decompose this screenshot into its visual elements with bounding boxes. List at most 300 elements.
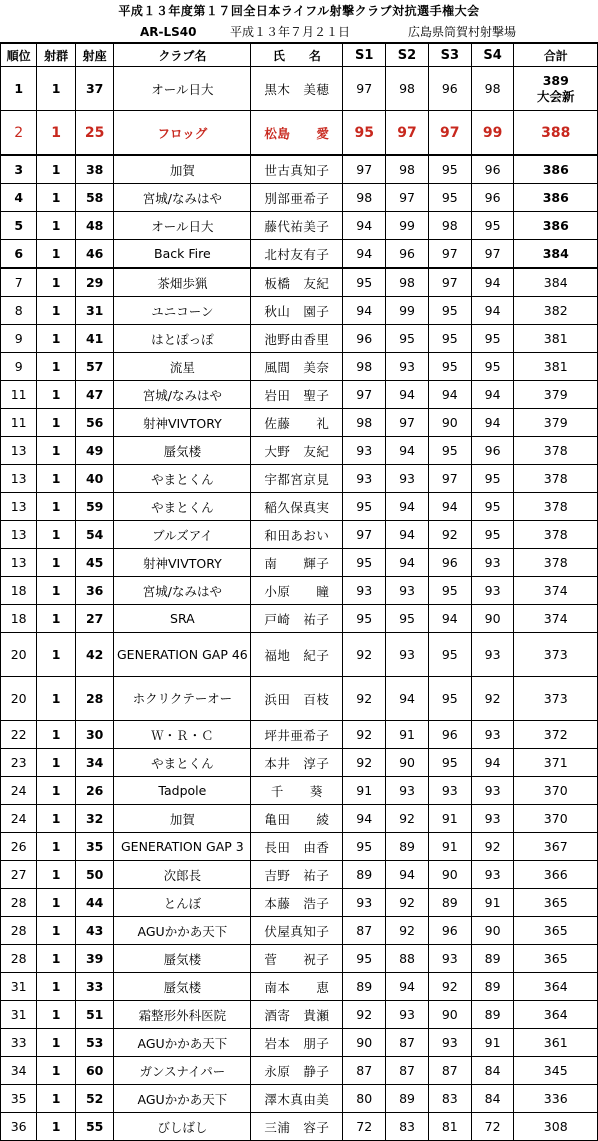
s1-cell: 97 [343, 381, 386, 409]
rank-cell: 8 [1, 297, 37, 325]
s4-cell: 93 [471, 721, 514, 749]
event-info [0, 22, 598, 42]
total-value: 370 [543, 782, 568, 798]
s1-cell: 95 [343, 268, 386, 297]
seat-cell: 59 [75, 493, 114, 521]
club-cell: AGUかかあ天下 [114, 1085, 251, 1113]
seat-cell: 49 [75, 437, 114, 465]
seat-cell: 48 [75, 212, 114, 240]
total-cell [514, 633, 598, 677]
s2-cell: 94 [386, 521, 429, 549]
s1-cell: 87 [343, 1057, 386, 1085]
s4-cell: 94 [471, 268, 514, 297]
total-cell [514, 833, 598, 861]
total-cell [514, 973, 598, 1001]
s3-cell: 94 [428, 381, 471, 409]
s4-cell: 90 [471, 605, 514, 633]
total-value: 378 [543, 470, 568, 486]
seat-cell: 47 [75, 381, 114, 409]
s3-cell: 97 [428, 111, 471, 156]
club-cell: ユニコーン [114, 297, 251, 325]
s4-cell: 93 [471, 549, 514, 577]
name-cell: 戸崎 祐子 [251, 605, 343, 633]
s1-cell: 98 [343, 353, 386, 381]
s3-cell: 90 [428, 409, 471, 437]
club-cell: 加賀 [114, 155, 251, 184]
s2-cell: 92 [386, 917, 429, 945]
group-cell: 1 [37, 268, 76, 297]
table-row [1, 777, 598, 805]
s3-cell: 98 [428, 212, 471, 240]
seat-cell: 33 [75, 973, 114, 1001]
club-cell: 宮城/なみはや [114, 381, 251, 409]
rank-cell: 24 [1, 777, 37, 805]
table-row [1, 749, 598, 777]
table-row [1, 833, 598, 861]
table-row [1, 1057, 598, 1085]
seat-cell: 26 [75, 777, 114, 805]
rank-cell: 5 [1, 212, 37, 240]
total-value: 366 [543, 866, 568, 882]
s1-cell: 95 [343, 945, 386, 973]
s1-cell: 92 [343, 749, 386, 777]
group-cell: 1 [37, 889, 76, 917]
name-cell: 吉野 祐子 [251, 861, 343, 889]
table-row [1, 212, 598, 240]
event-date: 平成１３年７月２１日 [230, 25, 351, 39]
group-cell: 1 [37, 1029, 76, 1057]
seat-cell: 42 [75, 633, 114, 677]
rank-cell: 22 [1, 721, 37, 749]
seat-cell: 40 [75, 465, 114, 493]
seat-cell: 30 [75, 721, 114, 749]
table-row [1, 240, 598, 269]
s1-cell: 92 [343, 721, 386, 749]
table-row [1, 721, 598, 749]
table-row [1, 325, 598, 353]
rank-cell: 13 [1, 437, 37, 465]
s3-cell: 93 [428, 945, 471, 973]
seat-cell: 41 [75, 325, 114, 353]
total-value: 386 [542, 217, 569, 233]
group-cell: 1 [37, 1113, 76, 1141]
s3-cell: 90 [428, 1001, 471, 1029]
club-cell: フロッグ [114, 111, 251, 156]
s3-cell: 97 [428, 240, 471, 269]
s1-cell: 72 [343, 1113, 386, 1141]
group-cell: 1 [37, 577, 76, 605]
club-cell: はとぽっぽ [114, 325, 251, 353]
total-value: 384 [543, 274, 568, 290]
seat-cell: 52 [75, 1085, 114, 1113]
s3-cell: 93 [428, 1029, 471, 1057]
s3-cell: 97 [428, 465, 471, 493]
s1-cell: 95 [343, 833, 386, 861]
s4-cell: 91 [471, 1029, 514, 1057]
rank-cell: 2 [1, 111, 37, 156]
total-cell [514, 111, 598, 156]
seat-cell: 44 [75, 889, 114, 917]
group-cell: 1 [37, 297, 76, 325]
name-cell: 別部亜希子 [251, 184, 343, 212]
header-row [1, 43, 598, 67]
table-body [1, 67, 598, 1141]
s4-cell: 96 [471, 437, 514, 465]
s2-cell: 98 [386, 67, 429, 111]
s3-cell: 81 [428, 1113, 471, 1141]
total-cell [514, 297, 598, 325]
s2-cell: 98 [386, 268, 429, 297]
total-value: 382 [543, 302, 568, 318]
s1-cell: 90 [343, 1029, 386, 1057]
s3-cell: 93 [428, 777, 471, 805]
club-cell: 茶畑歩猟 [114, 268, 251, 297]
total-cell [514, 381, 598, 409]
s1-cell: 97 [343, 67, 386, 111]
club-cell: やまとくん [114, 493, 251, 521]
s1-cell: 98 [343, 409, 386, 437]
s3-cell: 92 [428, 521, 471, 549]
s2-cell: 95 [386, 325, 429, 353]
total-value: 386 [542, 189, 569, 205]
name-cell: 池野由香里 [251, 325, 343, 353]
s1-cell: 94 [343, 212, 386, 240]
name-cell: 永原 静子 [251, 1057, 343, 1085]
rank-cell: 28 [1, 917, 37, 945]
record-note: 大会新 [536, 88, 575, 104]
name-cell: 秋山 園子 [251, 297, 343, 325]
s3-cell: 94 [428, 493, 471, 521]
total-cell [514, 917, 598, 945]
s4-cell: 72 [471, 1113, 514, 1141]
club-cell: GENERATION GAP 3 [114, 833, 251, 861]
s4-cell: 92 [471, 677, 514, 721]
name-cell: 大野 友紀 [251, 437, 343, 465]
rank-cell: 13 [1, 465, 37, 493]
seat-cell: 51 [75, 1001, 114, 1029]
s4-cell: 96 [471, 184, 514, 212]
seat-cell: 60 [75, 1057, 114, 1085]
s1-cell: 93 [343, 577, 386, 605]
s4-cell: 97 [471, 240, 514, 269]
event-venue: 広島県筒賀村射撃場 [408, 25, 517, 39]
table-row [1, 917, 598, 945]
seat-cell: 56 [75, 409, 114, 437]
group-cell: 1 [37, 917, 76, 945]
s3-cell: 97 [428, 268, 471, 297]
header-name: 氏 名 [251, 43, 343, 67]
total-value: 379 [543, 414, 568, 430]
name-cell: 菅 祝子 [251, 945, 343, 973]
total-value: 370 [543, 810, 568, 826]
total-cell [514, 945, 598, 973]
total-cell [514, 677, 598, 721]
seat-cell: 55 [75, 1113, 114, 1141]
total-value: 373 [543, 690, 568, 706]
s2-cell: 93 [386, 577, 429, 605]
total-value: 361 [543, 1034, 568, 1050]
total-value: 345 [543, 1062, 568, 1078]
total-value: 378 [543, 498, 568, 514]
header-s3: S3 [428, 43, 471, 67]
s4-cell: 96 [471, 155, 514, 184]
group-cell: 1 [37, 805, 76, 833]
total-cell [514, 721, 598, 749]
s4-cell: 94 [471, 297, 514, 325]
total-value: 374 [543, 610, 568, 626]
name-cell: 南 輝子 [251, 549, 343, 577]
rank-cell: 1 [1, 67, 37, 111]
seat-cell: 39 [75, 945, 114, 973]
club-cell: やまとくん [114, 465, 251, 493]
s1-cell: 97 [343, 155, 386, 184]
header-s1: S1 [343, 43, 386, 67]
name-cell: 浜田 百枝 [251, 677, 343, 721]
header-seat: 射座 [75, 43, 114, 67]
rank-cell: 18 [1, 577, 37, 605]
s4-cell: 93 [471, 577, 514, 605]
total-cell [514, 493, 598, 521]
s4-cell: 89 [471, 973, 514, 1001]
s2-cell: 91 [386, 721, 429, 749]
s4-cell: 94 [471, 409, 514, 437]
club-cell: Back Fire [114, 240, 251, 269]
total-value: 365 [543, 894, 568, 910]
group-cell: 1 [37, 493, 76, 521]
total-value: 336 [543, 1090, 568, 1106]
s1-cell: 92 [343, 1001, 386, 1029]
total-value: 388 [541, 124, 571, 141]
total-value: 364 [543, 1006, 568, 1022]
seat-cell: 36 [75, 577, 114, 605]
rank-cell: 20 [1, 677, 37, 721]
s3-cell: 95 [428, 577, 471, 605]
s4-cell: 95 [471, 521, 514, 549]
group-cell: 1 [37, 353, 76, 381]
total-cell [514, 577, 598, 605]
seat-cell: 27 [75, 605, 114, 633]
table-row [1, 268, 598, 297]
s3-cell: 95 [428, 325, 471, 353]
s3-cell: 91 [428, 805, 471, 833]
total-value: 381 [543, 330, 568, 346]
group-cell: 1 [37, 437, 76, 465]
club-cell: びしばし [114, 1113, 251, 1141]
group-cell: 1 [37, 184, 76, 212]
seat-cell: 43 [75, 917, 114, 945]
group-cell: 1 [37, 111, 76, 156]
group-cell: 1 [37, 721, 76, 749]
group-cell: 1 [37, 521, 76, 549]
total-cell [514, 1057, 598, 1085]
s3-cell: 95 [428, 297, 471, 325]
total-cell [514, 325, 598, 353]
table-row [1, 1085, 598, 1113]
s2-cell: 94 [386, 861, 429, 889]
group-cell: 1 [37, 67, 76, 111]
group-cell: 1 [37, 605, 76, 633]
total-cell [514, 465, 598, 493]
name-cell: 南本 恵 [251, 973, 343, 1001]
total-cell [514, 353, 598, 381]
club-cell: 宮城/なみはや [114, 184, 251, 212]
rank-cell: 26 [1, 833, 37, 861]
total-value: 381 [543, 358, 568, 374]
name-cell: 松島 愛 [251, 111, 343, 156]
s3-cell: 96 [428, 67, 471, 111]
total-cell [514, 212, 598, 240]
name-cell: 本藤 浩子 [251, 889, 343, 917]
s1-cell: 91 [343, 777, 386, 805]
table-row [1, 155, 598, 184]
s2-cell: 89 [386, 1085, 429, 1113]
total-value: 384 [542, 245, 569, 261]
s2-cell: 95 [386, 605, 429, 633]
s1-cell: 92 [343, 677, 386, 721]
seat-cell: 38 [75, 155, 114, 184]
total-cell [514, 184, 598, 212]
s3-cell: 87 [428, 1057, 471, 1085]
rank-cell: 20 [1, 633, 37, 677]
s2-cell: 94 [386, 549, 429, 577]
seat-cell: 46 [75, 240, 114, 269]
club-cell: 次郎長 [114, 861, 251, 889]
rank-cell: 28 [1, 889, 37, 917]
rank-cell: 24 [1, 805, 37, 833]
total-cell [514, 521, 598, 549]
s1-cell: 94 [343, 805, 386, 833]
rank-cell: 11 [1, 381, 37, 409]
table-row [1, 1001, 598, 1029]
total-cell [514, 1113, 598, 1141]
seat-cell: 32 [75, 805, 114, 833]
group-cell: 1 [37, 1085, 76, 1113]
rank-cell: 33 [1, 1029, 37, 1057]
rank-cell: 9 [1, 325, 37, 353]
total-cell [514, 409, 598, 437]
s2-cell: 94 [386, 973, 429, 1001]
total-cell [514, 1029, 598, 1057]
total-value: 378 [543, 554, 568, 570]
name-cell: 岩本 朋子 [251, 1029, 343, 1057]
rank-cell: 7 [1, 268, 37, 297]
s4-cell: 94 [471, 381, 514, 409]
s3-cell: 92 [428, 973, 471, 1001]
club-cell: 蜃気楼 [114, 437, 251, 465]
s4-cell: 98 [471, 67, 514, 111]
seat-cell: 50 [75, 861, 114, 889]
s3-cell: 95 [428, 437, 471, 465]
s3-cell: 95 [428, 633, 471, 677]
rank-cell: 11 [1, 409, 37, 437]
group-cell: 1 [37, 409, 76, 437]
table-row [1, 297, 598, 325]
club-cell: ガンスナイパー [114, 1057, 251, 1085]
table-header [1, 43, 598, 67]
table-row [1, 353, 598, 381]
total-value: 367 [543, 838, 568, 854]
total-cell [514, 1085, 598, 1113]
s4-cell: 95 [471, 493, 514, 521]
s1-cell: 93 [343, 465, 386, 493]
table-row [1, 437, 598, 465]
s1-cell: 87 [343, 917, 386, 945]
club-cell: 霜整形外科医院 [114, 1001, 251, 1029]
total-value: 365 [543, 922, 568, 938]
group-cell: 1 [37, 633, 76, 677]
s3-cell: 83 [428, 1085, 471, 1113]
s3-cell: 95 [428, 677, 471, 721]
s2-cell: 94 [386, 381, 429, 409]
s4-cell: 92 [471, 833, 514, 861]
total-value: 372 [543, 726, 568, 742]
group-cell: 1 [37, 677, 76, 721]
s3-cell: 96 [428, 721, 471, 749]
s1-cell: 92 [343, 633, 386, 677]
club-cell: 蜃気楼 [114, 945, 251, 973]
table-row [1, 465, 598, 493]
club-cell: SRA [114, 605, 251, 633]
header-rank: 順位 [1, 43, 37, 67]
group-cell: 1 [37, 212, 76, 240]
s4-cell: 99 [471, 111, 514, 156]
total-cell [514, 67, 598, 111]
header-s2: S2 [386, 43, 429, 67]
name-cell: 坪井亜希子 [251, 721, 343, 749]
group-cell: 1 [37, 325, 76, 353]
name-cell: 板橋 友紀 [251, 268, 343, 297]
s3-cell: 96 [428, 917, 471, 945]
s4-cell: 95 [471, 212, 514, 240]
table-row [1, 945, 598, 973]
seat-cell: 57 [75, 353, 114, 381]
s2-cell: 94 [386, 677, 429, 721]
s2-cell: 87 [386, 1029, 429, 1057]
name-cell: 亀田 綾 [251, 805, 343, 833]
s1-cell: 93 [343, 889, 386, 917]
s1-cell: 89 [343, 973, 386, 1001]
club-cell: Tadpole [114, 777, 251, 805]
name-cell: 本井 淳子 [251, 749, 343, 777]
total-value: 378 [543, 526, 568, 542]
s3-cell: 91 [428, 833, 471, 861]
s4-cell: 95 [471, 465, 514, 493]
table-row [1, 493, 598, 521]
name-cell: 北村友有子 [251, 240, 343, 269]
seat-cell: 31 [75, 297, 114, 325]
name-cell: 伏屋真知子 [251, 917, 343, 945]
s2-cell: 93 [386, 777, 429, 805]
s2-cell: 98 [386, 155, 429, 184]
s1-cell: 95 [343, 111, 386, 156]
s2-cell: 97 [386, 409, 429, 437]
name-cell: 宇都宮京見 [251, 465, 343, 493]
total-cell [514, 240, 598, 269]
s1-cell: 95 [343, 605, 386, 633]
s3-cell: 95 [428, 353, 471, 381]
table-row [1, 973, 598, 1001]
s1-cell: 93 [343, 437, 386, 465]
club-cell: 蜃気楼 [114, 973, 251, 1001]
total-cell [514, 155, 598, 184]
s1-cell: 94 [343, 240, 386, 269]
header-group: 射群 [37, 43, 76, 67]
name-cell: 小原 瞳 [251, 577, 343, 605]
s2-cell: 97 [386, 111, 429, 156]
total-cell [514, 549, 598, 577]
rank-cell: 27 [1, 861, 37, 889]
table-row [1, 861, 598, 889]
